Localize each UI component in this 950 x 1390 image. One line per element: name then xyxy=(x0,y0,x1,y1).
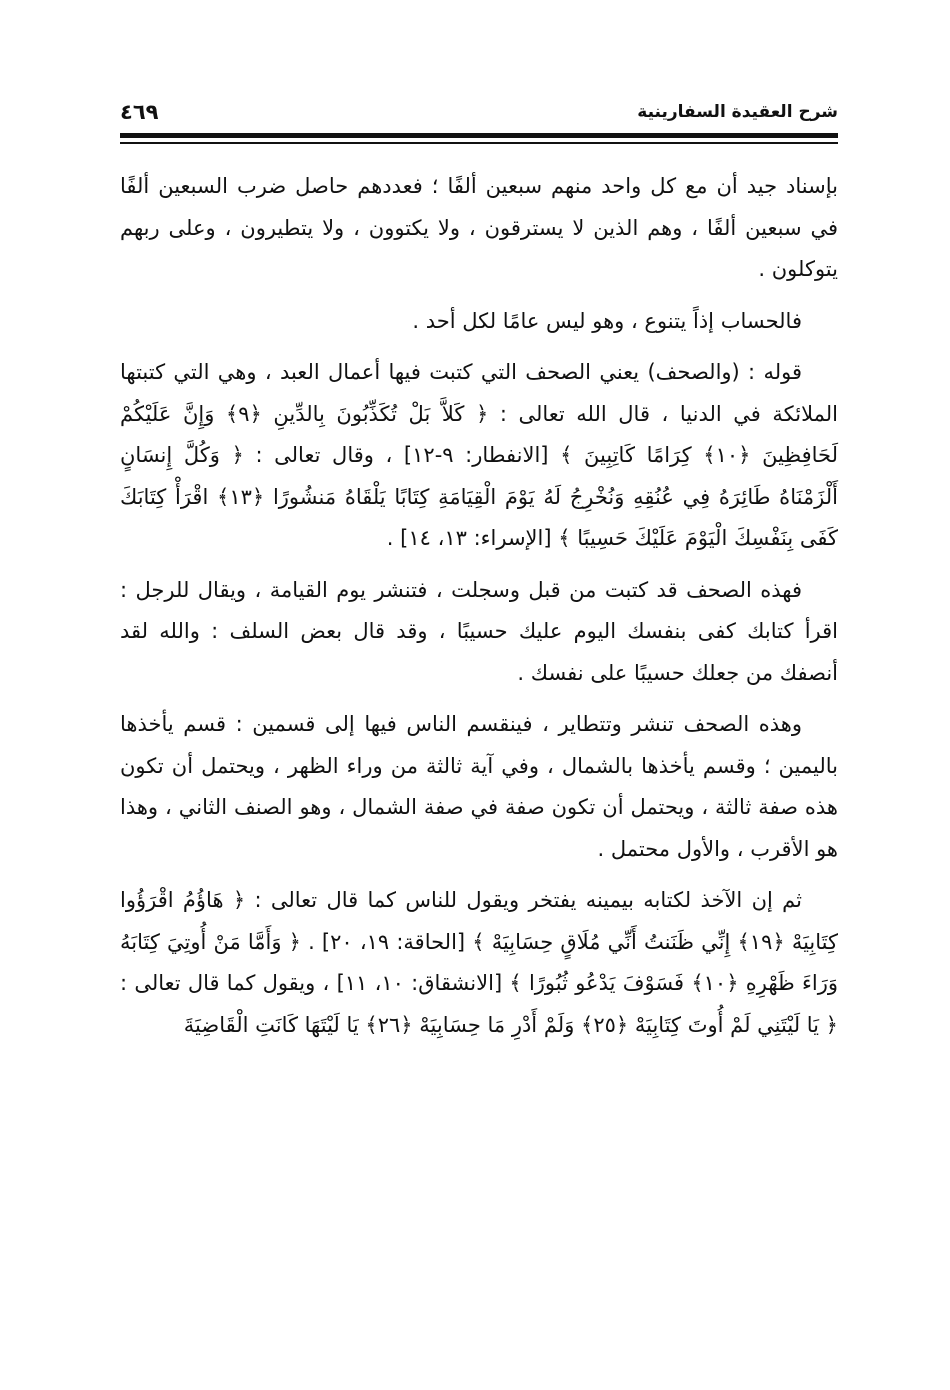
page-number: ٤٦٩ xyxy=(120,100,159,124)
paragraph: فالحساب إذاً يتنوع ، وهو ليس عامًا لكل أحد . xyxy=(412,308,802,333)
page-body xyxy=(120,166,838,1056)
header-rule-thin xyxy=(120,142,838,144)
header-rule-thick xyxy=(120,133,838,138)
paragraph: قوله : (والصحف) يعني الصحف التي كتبت فيها أعمال العبد ، وهي التي كتبتها الملائكة في الدنيا ، قال الله تعالى : ﴿ كَلاَّ بَلْ تُكَذِّبُونَ بِالدِّينِ ﴿٩﴾ وَإِنَّ عَلَيْكُمْ لَحَافِظِينَ ﴿١٠﴾ كِرَامًا كَاتِبِينَ ﴾ [الانفطار: ٩-١٢] ، وقال تعالى : ﴿ وَكُلَّ إِنسَانٍ أَلْزَمْنَاهُ طَائِرَهُ فِي عُنُقِهِ وَنُخْرِجُ لَهُ يَوْمَ الْقِيَامَةِ كِتَابًا يَلْقَاهُ مَنشُورًا ﴿١٣﴾ اقْرَأْ كِتَابَكَ كَفَى بِنَفْسِكَ الْيَوْمَ عَلَيْكَ حَسِيبًا ﴾ [الإسراء: ١٣، ١٤] . xyxy=(120,360,839,550)
page-header xyxy=(120,100,838,130)
paragraph: فهذه الصحف قد كتبت من قبل وسجلت ، فتنشر يوم القيامة ، ويقال للرجل : اقرأ كتابك كفى بنفسك اليوم عليك حسيبًا ، وقد قال بعض السلف : والله لقد أنصفك من جعلك حسيبًا على نفسك . xyxy=(120,577,838,685)
paragraph: وهذه الصحف تنشر وتتطاير ، فينقسم الناس فيها إلى قسمين : قسم يأخذها باليمين ؛ وقسم يأخذها بالشمال ، وفي آية ثالثة من وراء الظهر ، ويحتمل أن تكون هذه صفة ثالثة ، ويحتمل أن تكون صفة في صفة الشمال ، وهو الصنف الثاني ، وهذا هو الأقرب ، والأول محتمل . xyxy=(120,712,838,861)
paragraph: بإسناد جيد أن مع كل واحد منهم سبعين ألفًا ؛ فعددهم حاصل ضرب السبعين ألفًا في سبعين ألفًا ، وهم الذين لا يسترقون ، ولا يكتوون ، ولا يتطيرون ، وعلى ربهم يتوكلون . xyxy=(120,174,838,281)
book-title: شرح العقيدة السفارينية xyxy=(637,102,838,122)
paragraph: ثم إن الآخذ لكتابه بيمينه يفتخر ويقول للناس كما قال تعالى : ﴿ هَاؤُمُ اقْرَؤُوا كِتَابِيَهْ ﴿١٩﴾ إِنِّي ظَنَنتُ أَنِّي مُلَاقٍ حِسَابِيَهْ ﴾ [الحاقة: ١٩، ٢٠] . ﴿ وَأَمَّا مَنْ أُوتِيَ كِتَابَهُ وَرَاءَ ظَهْرِهِ ﴿١٠﴾ فَسَوْفَ يَدْعُو ثُبُورًا ﴾ [الانشقاق: ١٠، ١١] ، ويقول كما قال تعالى : ﴿ يَا لَيْتَنِي لَمْ أُوتَ كِتَابِيَهْ ﴿٢٥﴾ وَلَمْ أَدْرِ مَا حِسَابِيَهْ ﴿٢٦﴾ يَا لَيْتَهَا كَانَتِ الْقَاضِيَةَ xyxy=(120,888,838,1037)
